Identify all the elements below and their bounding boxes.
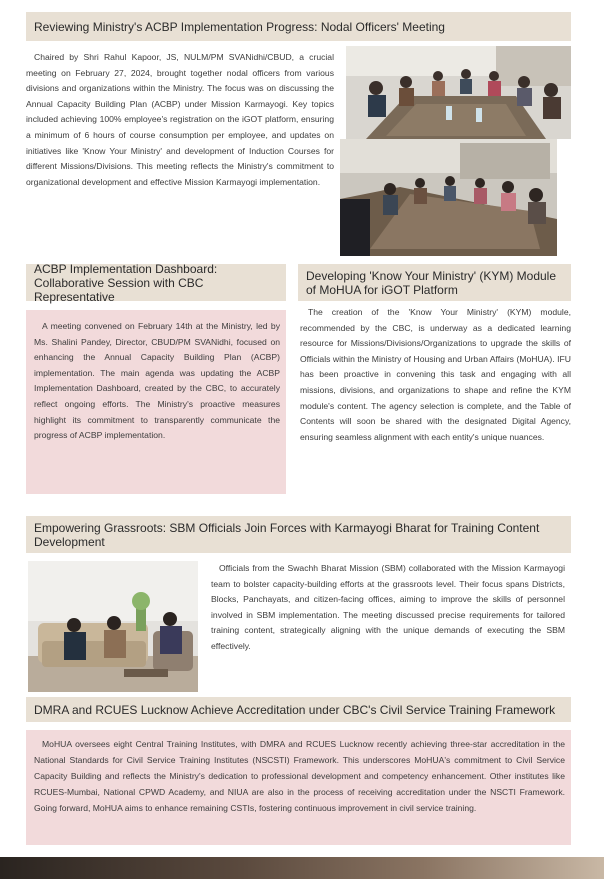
section-heading-acbp-dashboard	[26, 261, 286, 304]
kym-module-body: The creation of the 'Know Your Ministry' (KYM) module, recommended by the CBC, is underway as a dedicated learning resource for Missions/Divisions/Organizations to upgrade the skills of Officials within the Ministry of Housing and Urban Affairs (MoHUA). IFU has been proactive in convening this task and engaging with all missions, divisions, and organizations to shape and refine the KYM module's content. The agency selection is complete, and the Table of Contents will soon be shared with the designated Digital Agency, ensuring seamless alignment with each entity's unique nuances.	[300, 307, 571, 442]
meeting-photo-conference-table	[346, 46, 571, 139]
section-heading-dmra-rcues-accreditation	[26, 697, 571, 722]
heading-text: DMRA and RCUES Lucknow Achieve Accreditation under CBC's Civil Service Training Framework	[34, 702, 556, 717]
acbp-dashboard-body: A meeting convened on February 14th at the Ministry, led by Ms. Shalini Pandey, Director, CBUD/PM SVANidhi, focused on enhancing the Annual Capacity Building Plan (ACBP) implementation. The main agenda was updating the ACBP Implementation Dashboard, created by the CBC, to accurately reflect ongoing efforts. The Ministry's proactive measures highlight its commitment to transparently communicate the progress of ACBP implementation.	[34, 321, 280, 441]
section-heading-nodal-officers-meeting	[26, 12, 571, 41]
heading-text: Reviewing Ministry's ACBP Implementation Progress: Nodal Officers' Meeting	[34, 19, 445, 34]
accreditation-body: MoHUA oversees eight Central Training Institutes, with DMRA and RCUES Lucknow recently achieving three-star accreditation in the National Standards for Civil Service Training Institutes (NSCSTI) Framework. This underscores MoHUA's commitment to Civil Service Capacity Building and reflects the Ministry's dedication to professional development and competency enhancement. Other institutes like RCUES-Mumbai, National CPWD Academy, and NIUA are also in the process of receiving accreditation under the NSCTI Framework. Going forward, MoHUA aims to enhance remaining CSTIs, fostering continuous improvement in civil service training.	[34, 739, 565, 814]
heading-text: ACBP Implementation Dashboard: Collaborative Session with CBC Representative	[34, 261, 218, 304]
sbm-meeting-photo	[28, 561, 198, 692]
heading-text: Developing 'Know Your Ministry' (KYM) Module of MoHUA for iGOT Platform	[306, 268, 557, 297]
nodal-officers-meeting-body: Chaired by Shri Rahul Kapoor, JS, NULM/PM SVANidhi/CBUD, a crucial meeting on February 27, 2024, brought together nodal officers from various divisions and organizations within the Ministry. The focus was on discussing the Annual Capacity Building Plan (ACBP) under Mission Karmayogi. Key topics included achieving 100% employee's registration on the iGOT platform, ensuring a minimum of 6 hours of course consumption per employee, and updates on initiatives like 'Know Your Ministry' and development of Induction Courses for different Missions/Divisions. This meeting reflects the Ministry's commitment to organizational development and effective Mission Karmayogi implementation.	[26, 52, 334, 187]
section-heading-kym-module	[298, 264, 571, 301]
sbm-grassroots-body: Officials from the Swachh Bharat Mission (SBM) collaborated with the Mission Karmayogi team to bolster capacity-building efforts at the grassroots level. Their focus spans Districts, Blocks, Panchayats, and citizen-facing offices, aiming to improve the skills of personnel involved in SBM implementation. The meeting discussed precise requirements for tailored training content, strategically aligning with the unique demands of executing the SBM effectively.	[211, 563, 565, 651]
footer-decorative-band	[0, 857, 604, 879]
heading-text: Empowering Grassroots: SBM Officials Join Forces with Karmayogi Bharat for Training Content Development	[34, 520, 540, 549]
meeting-photo-wide-room	[340, 139, 557, 256]
section-heading-sbm-grassroots	[26, 516, 571, 553]
